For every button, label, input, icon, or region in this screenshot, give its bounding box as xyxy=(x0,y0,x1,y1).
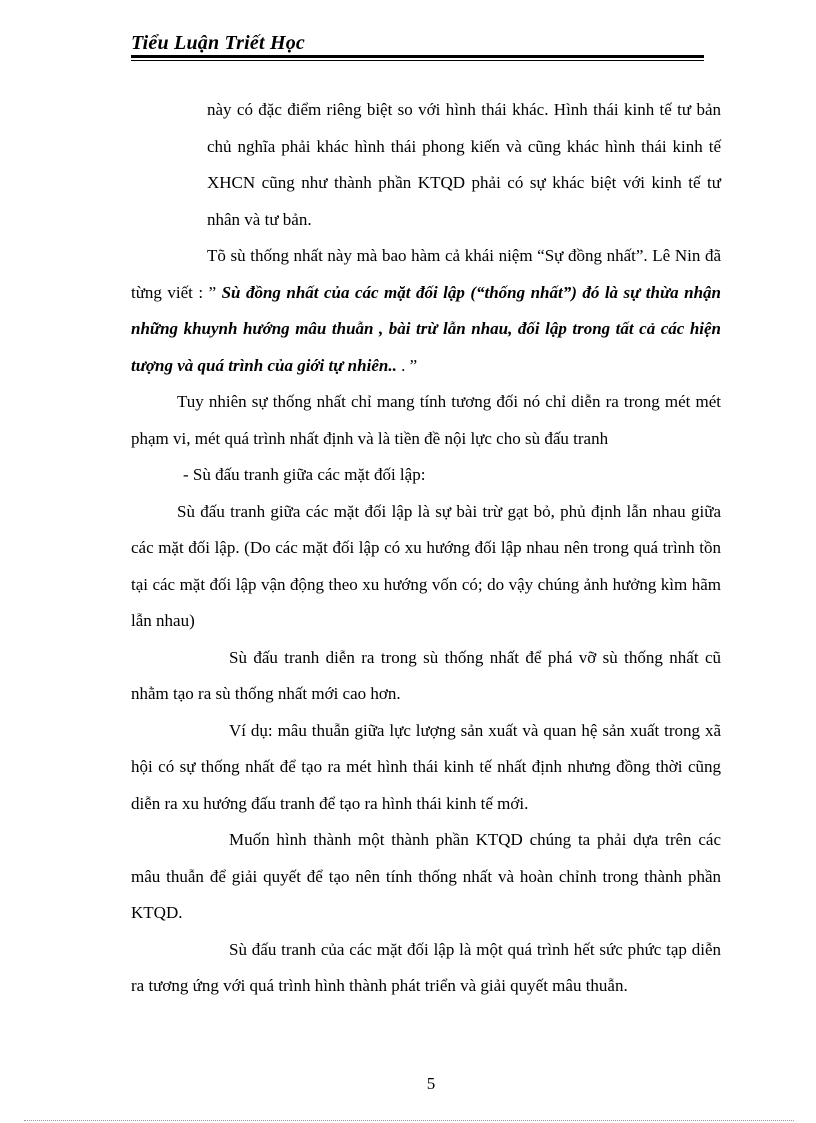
body-text xyxy=(131,92,721,1005)
paragraph-1: này có đặc điểm riêng biệt so với hình thái khác. Hình thái kinh tế tư bản chủ nghĩa phải khác hình thái phong kiến và cũng khác hình thái kinh tế XHCN cũng như thành phần KTQD phải có sự khác biệt với kinh tế tư nhân và tư bản. xyxy=(207,100,721,229)
header-rule-thick xyxy=(131,55,704,58)
paragraph-2 xyxy=(131,238,721,384)
page-header-title: Tiểu Luận Triết Học xyxy=(131,32,305,54)
paragraph-8: Sù đấu tranh của các mặt đối lập là một quá trình hết sức phức tạp diễn ra tương ứng với quá trình hình thành phát triển và giải quyết mâu thuẫn. xyxy=(131,939,721,995)
paragraph-2-intro: Tõ sù thống nhất này mà bao hàm cả khái niệm “Sự đồng nhất”. Lê Nin đã từng viết : ” xyxy=(131,246,721,302)
header-rule-thin xyxy=(131,60,704,61)
lenin-quote: Sù đồng nhất của các mặt đối lập (“thống nhất”) đó là sự thừa nhận những khuynh hướng mâu thuẫn , bài trừ lẫn nhau, đối lập trong tất cả các hiện tượng và quá trình của giới tự nhiên.. xyxy=(131,282,721,375)
paragraph-2-close: . ” xyxy=(396,355,418,375)
page-number: 5 xyxy=(426,1074,436,1093)
section-heading-struggle: - Sù đấu tranh giữa các mặt đối lập: xyxy=(183,465,426,484)
paragraph-3: Tuy nhiên sự thống nhất chỉ mang tính tương đối nó chỉ diễn ra trong mét mét phạm vi, mét quá trình nhất định và là tiền đề nội lực cho sù đấu tranh xyxy=(131,392,721,448)
paragraph-6: Ví dụ: mâu thuẫn giữa lực lượng sản xuất và quan hệ sản xuất trong xã hội có sự thống nhất để tạo ra mét hình thái kinh tế nhất định nhưng đồng thời cũng diễn ra xu hướng đấu tranh để tạo ra hình thái kinh tế mới. xyxy=(131,720,721,813)
paragraph-4: Sù đấu tranh giữa các mặt đối lập là sự bài trừ gạt bỏ, phủ định lẫn nhau giữa các mặt đối lập. (Do các mặt đối lập có xu hướng đối lập nhau nên trong quá trình tồn tại các mặt đối lập vận động theo xu hướng vốn có; do vậy chúng ảnh hưởng kìm hãm lẫn nhau) xyxy=(131,501,721,630)
footer-rule xyxy=(24,1120,794,1121)
paragraph-7: Muốn hình thành một thành phần KTQD chúng ta phải dựa trên các mâu thuẫn để giải quyết để tạo nên tính thống nhất và hoàn chỉnh trong thành phần KTQD. xyxy=(131,830,721,922)
paragraph-5: Sù đấu tranh diễn ra trong sù thống nhất để phá vỡ sù thống nhất cũ nhằm tạo ra sù thống nhất mới cao hơn. xyxy=(131,647,721,703)
